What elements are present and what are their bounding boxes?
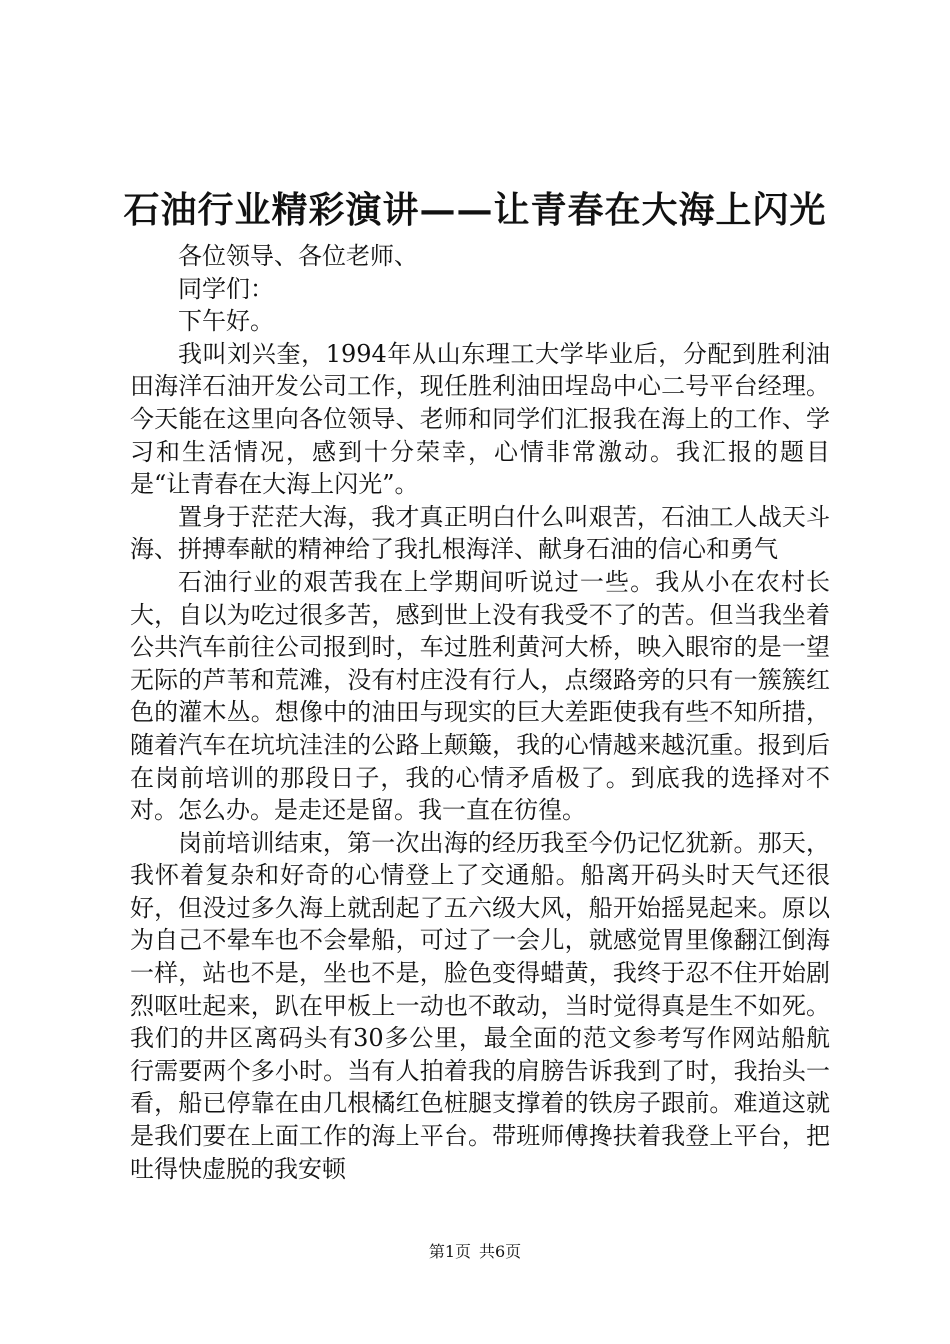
document-body [130, 240, 830, 1185]
body-paragraph: 石油行业的艰苦我在上学期间听说过一些。我从小在农村长大，自以为吃过很多苦，感到世上没有我受不了的苦。但当我坐着公共汽车前往公司报到时，车过胜利黄河大桥，映入眼帘的是一望无际的芦苇和荒滩，没有村庄没有行人，点缀路旁的只有一簇簇红色的灌木丛。想像中的油田与现实的巨大差距使我有些不知所措，随着汽车在坑坑洼洼的公路上颠簸，我的心情越来越沉重。报到后在岗前培训的那段日子，我的心情矛盾极了。到底我的选择对不对。怎么办。是走还是留。我一直在彷徨。 [130, 567, 830, 825]
body-paragraph: 岗前培训结束，第一次出海的经历我至今仍记忆犹新。那天，我怀着复杂和好奇的心情登上了交通船。船离开码头时天气还很好，但没过多久海上就刮起了五六级大风，船开始摇晃起来。原以为自己不晕车也不会晕船，可过了一会儿，就感觉胃里像翻江倒海一样，站也不是，坐也不是，脸色变得蜡黄，我终于忍不住开始剧烈呕吐起来，趴在甲板上一动也不敢动，当时觉得真是生不如死。我们的井区离码头有30多公里，最全面的范文参考写作网站船航行需要两个多小时。当有人拍着我的肩膀告诉我到了时，我抬头一看，船已停靠在由几根橘红色桩腿支撑着的铁房子跟前。难道这就是我们要在上面工作的海上平台。带班师傅搀扶着我登上平台，把吐得快虚脱的我安顿 [130, 828, 830, 1183]
salutation-line: 同学们： [178, 274, 274, 303]
page-total: 共6页 [479, 1242, 522, 1261]
body-paragraph: 置身于茫茫大海，我才真正明白什么叫艰苦，石油工人战天斗海、拼搏奉献的精神给了我扎根海洋、献身石油的信心和勇气 [130, 502, 830, 564]
document-title: 石油行业精彩演讲——让青春在大海上闪光 [123, 189, 827, 231]
body-paragraph: 我叫刘兴奎，1994年从山东理工大学毕业后，分配到胜利油田海洋石油开发公司工作，现任胜利油田埕岛中心二号平台经理。今天能在这里向各位领导、老师和同学们汇报我在海上的工作、学习和生活情况，感到十分荣幸，心情非常激动。我汇报的题目是“让青春在大海上闪光”。 [130, 339, 830, 499]
page-number: 第1页 [428, 1242, 471, 1261]
page-footer [0, 1240, 950, 1264]
greeting-line: 下午好。 [178, 307, 274, 336]
salutation-line: 各位领导、各位老师、 [178, 242, 418, 270]
